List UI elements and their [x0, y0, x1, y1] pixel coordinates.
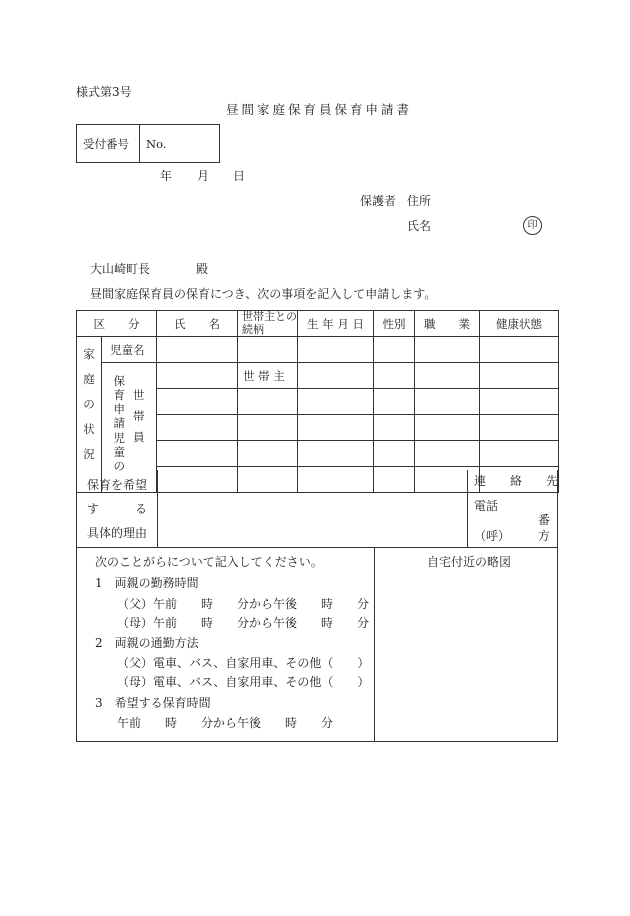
member-relation-field[interactable]	[238, 441, 298, 467]
page-title: 昼間家庭保育員保育申請書	[226, 102, 413, 117]
q3-time: 午前 時 分から午後 時 分	[117, 716, 334, 730]
member-sex-field[interactable]	[374, 389, 415, 415]
notes-section	[76, 547, 558, 742]
q2-label: 2 両親の通勤方法	[95, 636, 199, 650]
member-health-field[interactable]	[480, 389, 559, 415]
reason-label: 保育を希望 す る 具体的理由	[77, 470, 158, 547]
phone-number-suffix: 番	[538, 513, 551, 527]
member-job-field[interactable]	[415, 363, 480, 389]
honorific: 殿	[196, 262, 209, 276]
receipt-label: 受付番号	[77, 125, 140, 163]
q1-father: （父）午前 時 分から午後 時 分	[117, 597, 370, 611]
map-area[interactable]	[375, 576, 557, 741]
phone-label: 電話	[474, 499, 499, 513]
household-label: 保 育 申 請 児 童 の 世 帯 員	[102, 363, 157, 493]
family-status-label: 家 庭 の 状 況	[77, 337, 102, 493]
reason-section	[76, 470, 558, 548]
address-label: 住所	[407, 194, 432, 208]
child-name-label: 児童名	[102, 337, 157, 363]
member-sex-field[interactable]	[374, 363, 415, 389]
child-health-field[interactable]	[480, 337, 559, 363]
q1-mother: （母）午前 時 分から午後 時 分	[117, 616, 370, 630]
map-label: 自宅付近の略図	[427, 555, 512, 569]
intro-text: 昼間家庭保育員の保育につき、次の事項を記入して申請します。	[90, 287, 437, 301]
q1-label: 1 両親の勤務時間	[95, 576, 199, 590]
guardian-label: 保護者	[360, 194, 397, 208]
member-health-field[interactable]	[480, 415, 559, 441]
reason-field[interactable]	[158, 470, 466, 547]
header-name: 氏 名	[157, 311, 238, 337]
child-name-field[interactable]	[157, 337, 238, 363]
member-relation-field[interactable]	[238, 389, 298, 415]
date-month: 月	[197, 169, 210, 183]
seal-icon: 印	[523, 216, 542, 235]
member-birth-field[interactable]	[298, 389, 374, 415]
date-year: 年	[160, 169, 173, 183]
phone-side-label: 方	[538, 529, 551, 543]
child-birth-field[interactable]	[298, 337, 374, 363]
receipt-number-field[interactable]: No.	[140, 125, 220, 163]
date-day: 日	[233, 169, 246, 183]
addressee: 大山崎町長	[90, 262, 151, 276]
q3-label: 3 希望する保育時間	[95, 696, 211, 710]
header-birthdate: 生 年 月 日	[298, 311, 374, 337]
member-birth-field[interactable]	[298, 441, 374, 467]
member-birth-field[interactable]	[298, 415, 374, 441]
child-sex-field[interactable]	[374, 337, 415, 363]
member-name-field[interactable]	[157, 363, 238, 389]
member-name-field[interactable]	[157, 441, 238, 467]
header-sex: 性別	[374, 311, 415, 337]
form-number: 様式第3号	[76, 85, 132, 99]
phone-call-label: （呼）	[474, 529, 511, 543]
q2-mother: （母）電車、バス、自家用車、その他（ ）	[117, 675, 370, 689]
member-health-field[interactable]	[480, 363, 559, 389]
member-relation-field[interactable]	[238, 415, 298, 441]
family-table	[76, 310, 559, 493]
q2-father: （父）電車、バス、自家用車、その他（ ）	[117, 656, 370, 670]
member-health-field[interactable]	[480, 441, 559, 467]
name-label: 氏名	[407, 219, 432, 233]
header-health: 健康状態	[480, 311, 559, 337]
child-relation-field[interactable]	[238, 337, 298, 363]
member-job-field[interactable]	[415, 389, 480, 415]
member-job-field[interactable]	[415, 441, 480, 467]
header-relation: 世帯主との続柄	[238, 311, 298, 337]
member-job-field[interactable]	[415, 415, 480, 441]
contact-box	[467, 470, 558, 547]
header-job: 職 業	[415, 311, 480, 337]
member-sex-field[interactable]	[374, 415, 415, 441]
member-sex-field[interactable]	[374, 441, 415, 467]
notes-intro: 次のことがらについて記入してください。	[95, 555, 323, 569]
child-job-field[interactable]	[415, 337, 480, 363]
head-of-household: 世 帯 主	[238, 363, 298, 389]
member-name-field[interactable]	[157, 415, 238, 441]
member-name-field[interactable]	[157, 389, 238, 415]
header-kubun: 区 分	[77, 311, 157, 337]
contact-header: 連 絡 先	[468, 470, 558, 493]
member-birth-field[interactable]	[298, 363, 374, 389]
receipt-box	[76, 124, 220, 163]
